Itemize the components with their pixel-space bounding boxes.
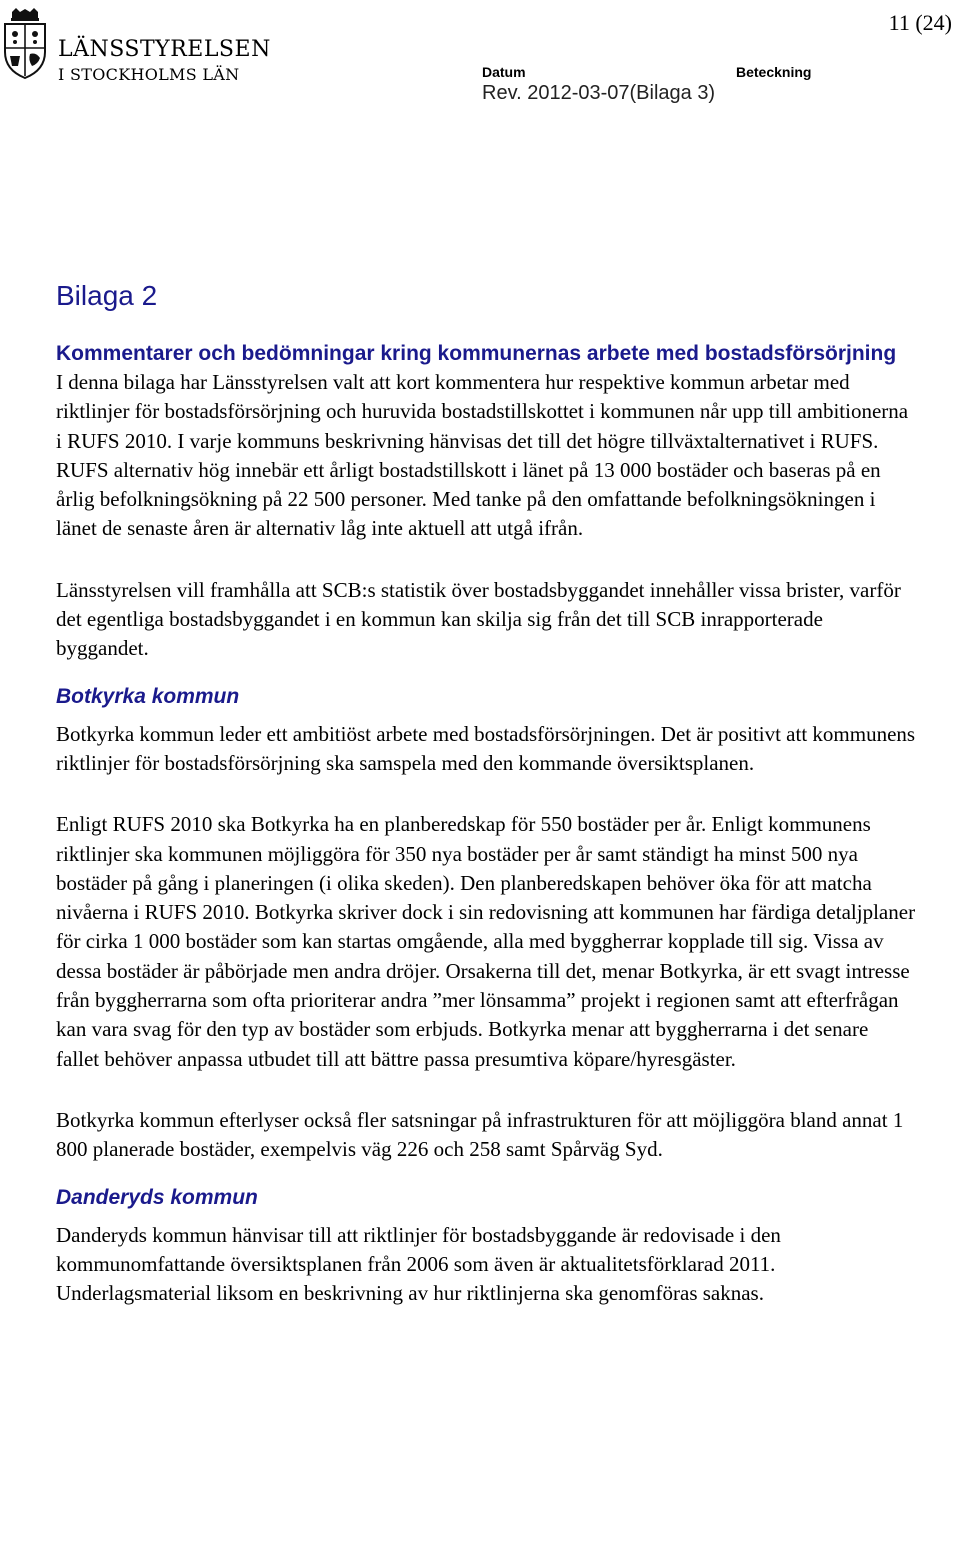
section-paragraph: Botkyrka kommun efterlyser också fler satsningar på infrastrukturen för att möjliggöra bland annat 1 800 planerade bostäder, exempelvis väg 226 och 258 samt Spårväg Syd.: [56, 1107, 904, 1162]
org-name-line2: I STOCKHOLMS LÄN: [58, 65, 240, 84]
document-subtitle: Kommentarer och bedömningar kring kommunernas arbete med bostadsförsörjning: [56, 342, 897, 365]
org-name-line1: LÄNSSTYRELSEN: [58, 37, 271, 62]
date-label: Datum: [482, 64, 526, 80]
date-value: Rev. 2012-03-07(Bilaga 3): [482, 82, 716, 104]
date-block: [482, 64, 722, 106]
section-heading-danderyd: Danderyds kommun: [56, 1185, 258, 1209]
reference-label: Beteckning: [736, 64, 812, 80]
intro-paragraph: Länsstyrelsen vill framhålla att SCB:s statistik över bostadsbyggandet innehåller vissa brister, varför det egentliga bostadsbyggandet i en kommun kan skilja sig från det till SCB inrapporterade byggandet.: [56, 577, 901, 661]
page-number: 11 (24): [888, 10, 952, 35]
document-title: Bilaga 2: [56, 280, 158, 311]
coat-of-arms-icon: [2, 8, 48, 80]
agency-logo: [2, 8, 271, 84]
intro-paragraph: I denna bilaga har Länsstyrelsen valt att kort kommentera hur respektive kommun arbetar med riktlinjer för bostadsförsörjning och huruvida bostadstillskottet i kommunen når upp till ambitionerna i RUFS 2010. I varje kommuns beskrivning hänvisas det till det högre tillväxtalternativet i RUFS. RUFS alternativ hög innebär ett årligt bostadstillskott i länet på 13 000 bostäder och baseras på en årlig befolkningsökning på 22 500 personer. Med tanke på den omfattande befolkningsökningen i länet de senaste åren är alternativ låg inte aktuell att utgå ifrån.: [56, 370, 909, 541]
section-paragraph: Enligt RUFS 2010 ska Botkyrka ha en planberedskap för 550 bostäder per år. Enligt kommunens riktlinjer ska kommunen möjliggöra för 350 nya bostäder per år samt ständigt ha minst 500 nya bostäder på gång i planeringen (i olika skeden). Den planberedskapen behöver öka för att matcha nivåerna i RUFS 2010. Botkyrka skriver dock i sin redovisning att kommunen har färdiga detaljplaner för cirka 1 000 bostäder som kan startas omgående, alla med byggherrar kopplade till sig. Vissa av dessa bostäder är påbörjade men andra dröjer. Orsakerna till det, menar Botkyrka, är ett svagt intresse från byggherrarna som ofta prioriterar andra ”mer lönsamma” projekt i regionen samt att efterfrågan kan vara svag för den typ av bostäder som erbjuds. Botkyrka menar att byggherrarna i det senare fallet behöver anpassa utbudet till att bättre passa presumtiva köpare/hyresgäster.: [56, 812, 916, 1071]
section-heading-botkyrka: Botkyrka kommun: [56, 684, 240, 708]
section-paragraph: Danderyds kommun hänvisar till att riktlinjer för bostadsbyggande är redovisade i den kommunomfattande översiktsplanen från 2006 som även är aktualitetsförklarad 2011. Underlagsmaterial liksom en beskrivning av hur riktlinjerna ska genomföras saknas.: [56, 1222, 781, 1306]
section-paragraph: Botkyrka kommun leder ett ambitiöst arbete med bostadsförsörjningen. Det är positivt att kommunens riktlinjer för bostadsförsörjning ska samspela med den kommande översiktsplanen.: [56, 721, 916, 775]
document-body: [56, 272, 916, 1308]
reference-block: [736, 64, 811, 80]
